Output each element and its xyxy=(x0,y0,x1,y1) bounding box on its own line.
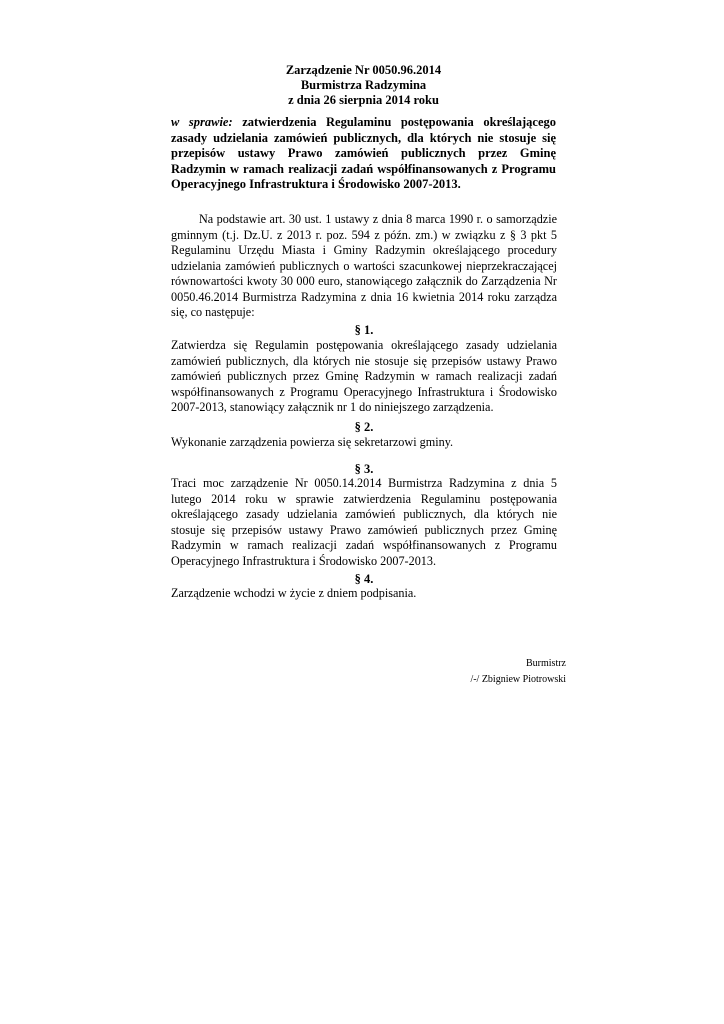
signature-title: Burmistrz xyxy=(526,658,566,669)
subject-text: zatwierdzenia Regulaminu postępowania określającego zasady udzielania zamówień publicznych, dla których nie stosuje się przepisów ustawy Prawo zamówień publicznych przez Gminę Radzymin w ramach realizacji zadań współfinansowanych z Programu Operacyjnego Infrastruktura i Środowisko 2007-2013. xyxy=(171,115,556,191)
section-2-heading: § 2. xyxy=(354,420,374,434)
section-4-text: Zarządzenie wchodzi w życie z dniem podpisania. xyxy=(171,586,417,600)
document-title: Zarządzenie Nr 0050.96.2014 xyxy=(285,63,442,77)
document-header xyxy=(171,63,556,108)
subject-lead: w sprawie: xyxy=(171,115,233,129)
document-issuer: Burmistrza Radzymina xyxy=(300,78,427,92)
section-2-text: Wykonanie zarządzenia powierza się sekretarzowi gminy. xyxy=(171,435,454,449)
section-1-text: Zatwierdza się Regulamin postępowania określającego zasady udzielania zamówień publicznych, dla których nie stosuje się przepisów ustawy Prawo zamówień publicznych przez Gminę Radzymin w ramach realizacji zadań współfinansowanych z Programu Operacyjnego Infrastruktura i Środowisko 2007-2013, stanowiący załącznik nr 1 do niniejszego zarządzenia. xyxy=(171,338,557,414)
legal-basis-paragraph: Na podstawie art. 30 ust. 1 ustawy z dnia 8 marca 1990 r. o samorządzie gminnym (t.j. Dz.U. z 2013 r. poz. 594 z późn. zm.) w związku z § 3 pkt 5 Regulaminu Urzędu Miasta i Gminy Radzymin określającego procedury udzielania zamówień publicznych o wartości szacunkowej nieprzekraczającej równowartości kwoty 30 000 euro, stanowiącego załącznik do Zarządzenia Nr 0050.46.2014 Burmistrza Radzymina z dnia 16 kwietnia 2014 roku zarządza się, co następuje: xyxy=(171,212,557,319)
section-3-heading: § 3. xyxy=(354,462,374,476)
document-date: z dnia 26 sierpnia 2014 roku xyxy=(288,93,439,107)
section-3-text: Traci moc zarządzenie Nr 0050.14.2014 Burmistrza Radzymina z dnia 5 lutego 2014 roku w sprawie zatwierdzenia Regulaminu postępowania określającego zasady udzielania zamówień publicznych, dla których nie stosuje się przepisów ustawy Prawo zamówień publicznych przez Gminę Radzymin w ramach realizacji zadań współfinansowanych z Programu Operacyjnego Infrastruktura i Środowisko 2007-2013. xyxy=(171,476,557,568)
section-1-heading: § 1. xyxy=(354,323,374,337)
document-subject xyxy=(171,115,556,193)
signature-block xyxy=(440,656,566,688)
section-4-heading: § 4. xyxy=(354,572,374,586)
signature-name: /-/ Zbigniew Piotrowski xyxy=(470,674,566,685)
